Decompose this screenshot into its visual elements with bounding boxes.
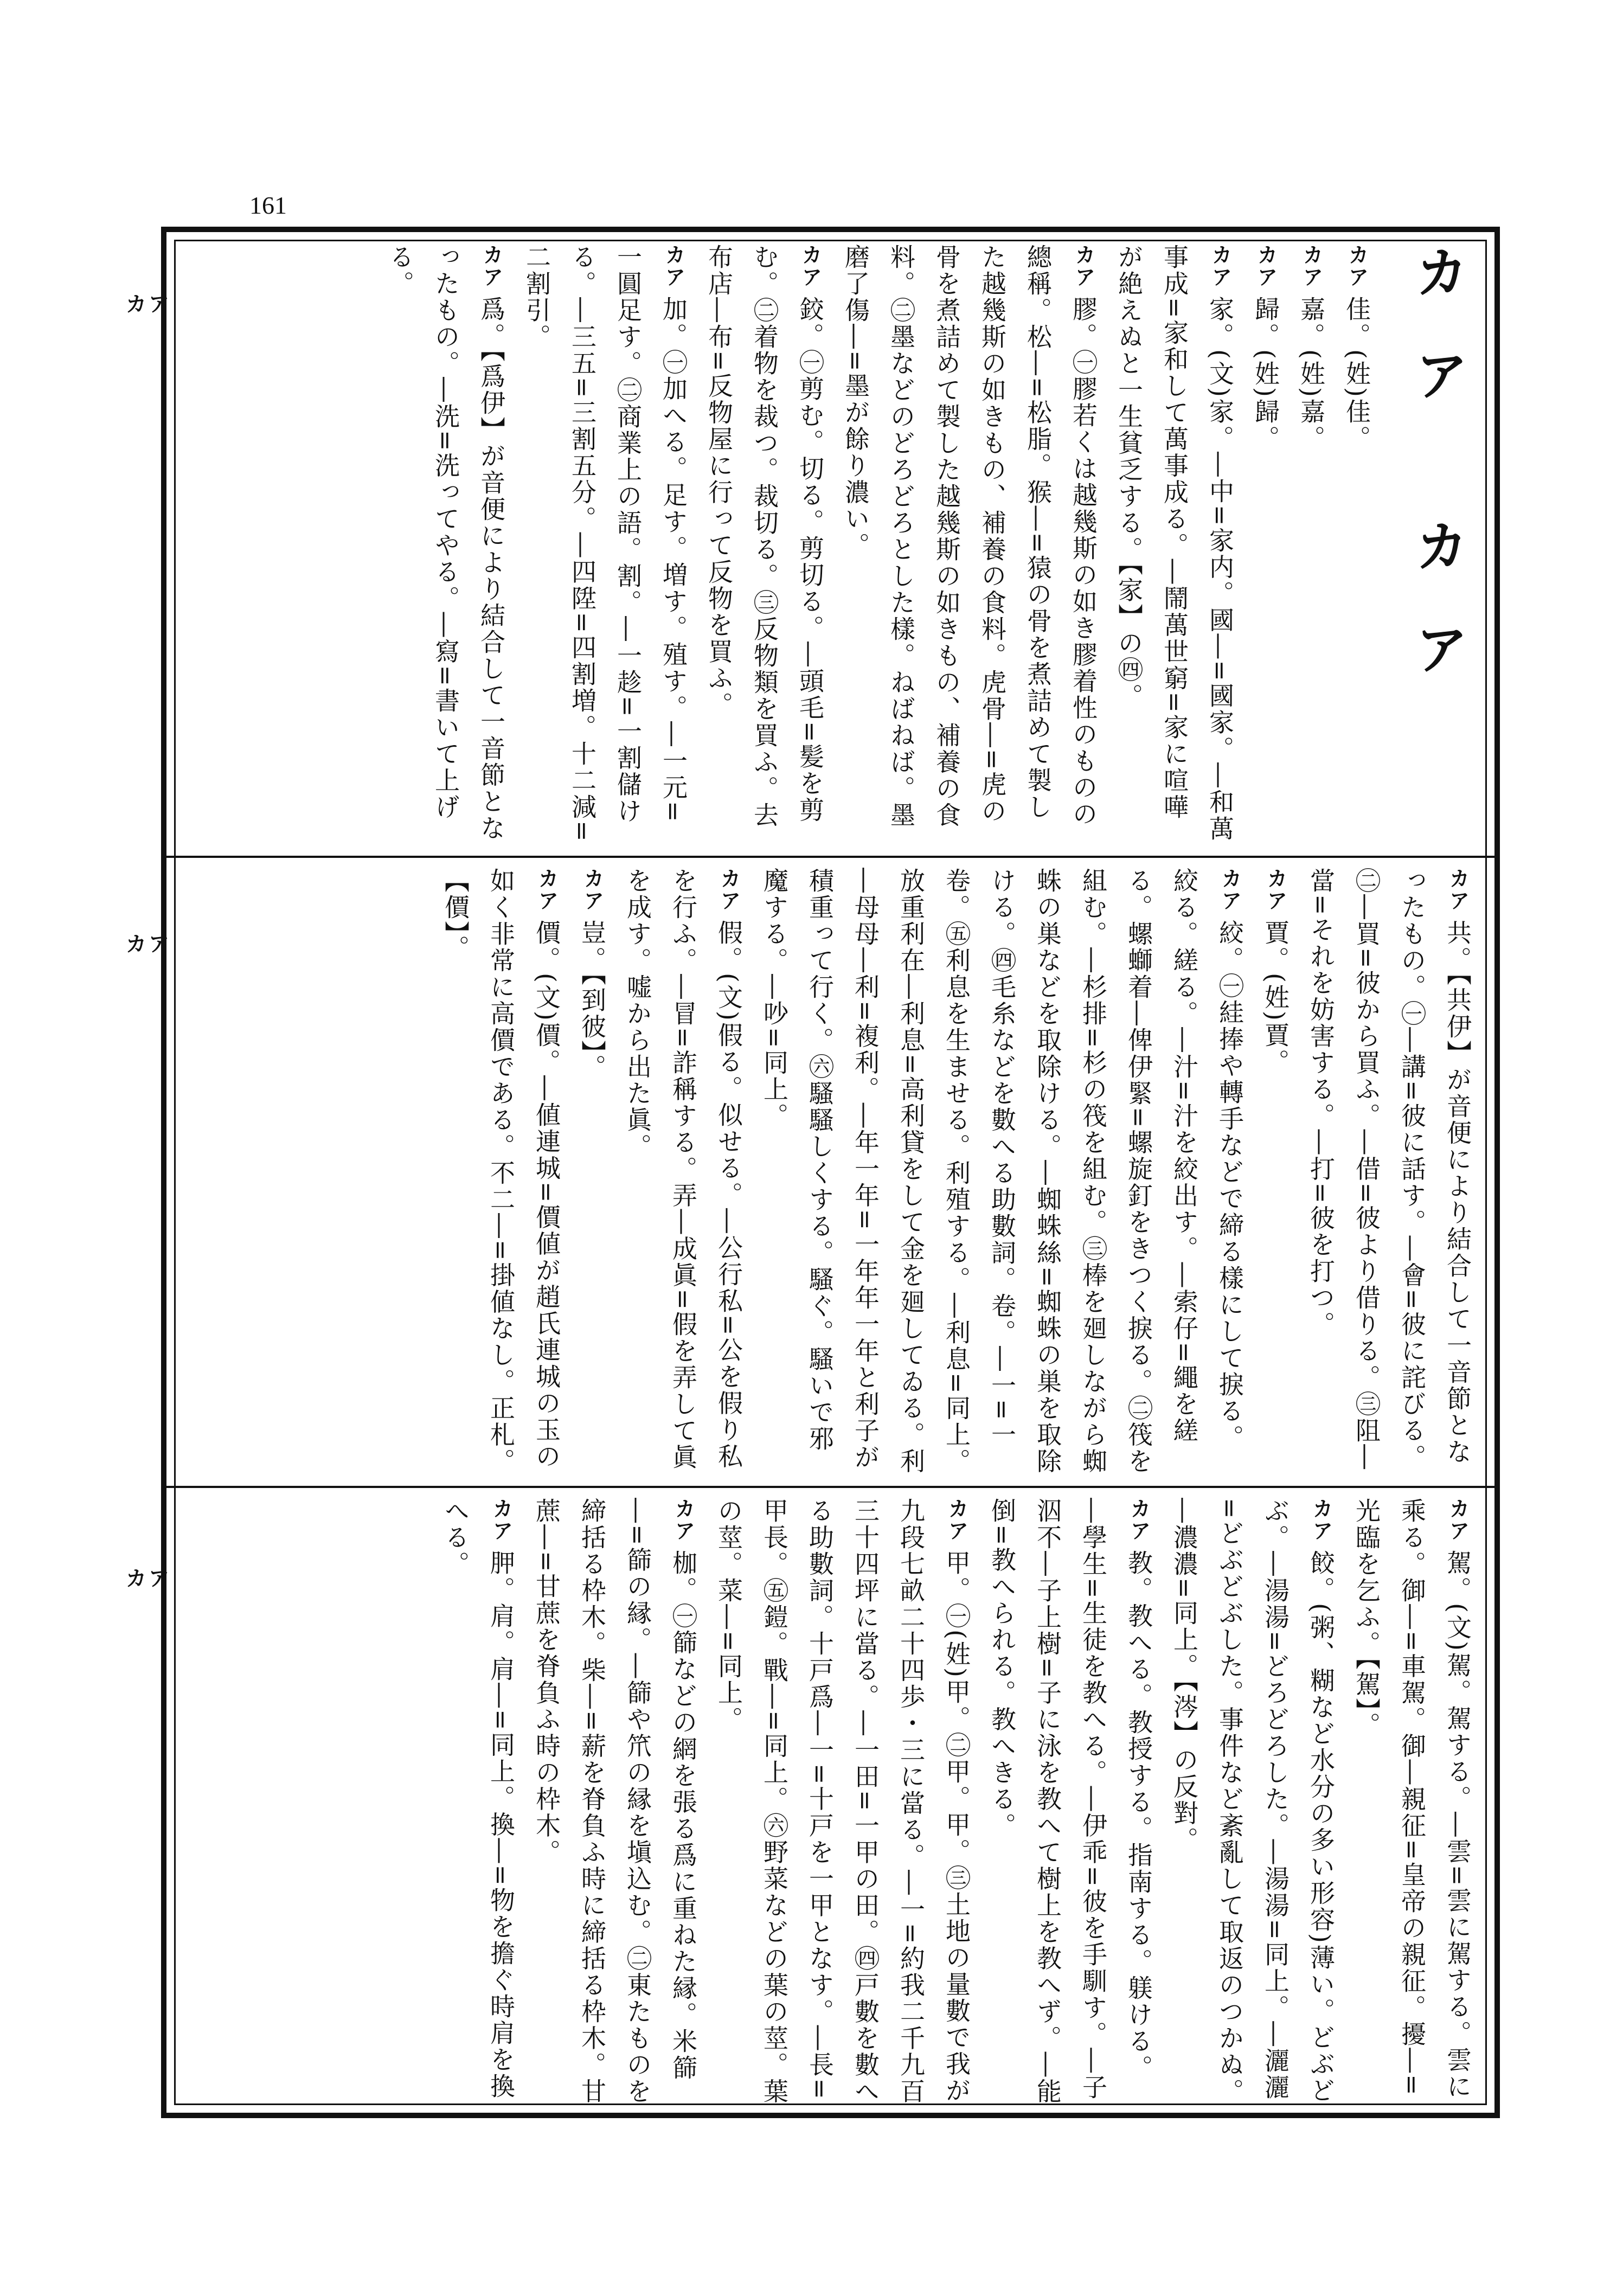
entry-head: カア (1345, 244, 1369, 288)
entry-text: 家。(文)家。―中=家内。國―=國家。―和萬事成=家和して萬事成る。―鬧萬世窮=家に喧嘩が絶えぬと一生貧乏する。【家】の㊃。 (1114, 244, 1235, 842)
dictionary-entry (1288, 244, 1334, 846)
entry-text: 駕。(文)駕。駕する。―雲=雲に駕する。雲に乘る。御―=車駕。御―親征=皇帝の親征。擾―=光臨を乞ふ。【駕】。 (1352, 1498, 1472, 2100)
dictionary-entry (706, 1498, 979, 2105)
margin-tag-middle: カア (126, 932, 172, 956)
entry-head: カア (1299, 244, 1323, 288)
entry-text: 絞。㊀絓捧や轉手などで締る樣にして捩る。絞る。縒る。―汁=汁を絞出す。―索仔=繩を縒る。螺螄着―俾伊緊=螺旋釘をきつく捩る。㊁筏を組む。―杉排=杉の筏を組む。㊂棒を廻しながら蜘蛛の巣などを取除ける。―蜘蛛絲=蜘蛛の巣を取除ける。㊃毛糸などを數へる助數詞。卷。―一=一卷。㊄利息を生ませる。利殖する。―利息=同上。放重利在―利息=高利貸をして金を廻してゐる。利―母母―利=複利。―年一年=一年年一年と利子が積重って行く。㊅騷騷しくする。騷ぐ。騷いで邪魔する。―吵=同上。 (760, 868, 1244, 1475)
entry-head: カア (945, 1498, 968, 1542)
entry-head: カア (798, 244, 822, 288)
dictionary-section-middle (179, 868, 1480, 1475)
page-number: 161 (249, 191, 287, 219)
dictionary-entry (1344, 1498, 1480, 2105)
entry-text: 賈。(姓)賈。 (1261, 920, 1290, 1075)
entry-text: 假。(文)假る。似せる。―公行私=公を假り私を行ふ。―冒=詐稱する。弄―成眞=假を弄して眞を成す。嘘から出た眞。 (623, 868, 743, 1471)
entry-head: カア (1254, 244, 1278, 288)
dictionary-entry (1106, 244, 1243, 846)
entry-head: カア (479, 244, 503, 288)
entry-head: カア (1263, 868, 1287, 912)
section-divider-lower (161, 1486, 1500, 1488)
dictionary-section-bottom (179, 1498, 1480, 2105)
dictionary-entry (833, 244, 1106, 846)
entry-text: 教。教へる。教授する。指南する。躾ける。―學生=生徒を教へる。―伊乖=彼を手馴す。―子泅不―子上樹=子に泳を教へて樹上を教へず。―能倒=教へられる。教へきる。 (987, 1498, 1153, 2105)
section-divider-upper (161, 856, 1500, 858)
entry-text: 爲。【爲伊】が音便により結合して一音節となったもの。―洗=洗ってやる。―寫=書いて上げる。 (386, 244, 506, 842)
entry-head: カア (1309, 1498, 1333, 1542)
dictionary-entry (377, 244, 514, 846)
dictionary-entry (1243, 244, 1288, 846)
dictionary-entry (433, 868, 569, 1475)
entry-text: 餃。(粥、糊など水分の多い形容)薄い。どぶどぶ。―湯湯=どろどろした。―湯湯=同上。―灑灑=どぶどぶした。事件など紊亂して取返のつかぬ。―濃濃=同上。【涔】の反對。 (1170, 1498, 1336, 2105)
dictionary-entry (1162, 1498, 1344, 2105)
entry-text: 枷。㊀篩などの網を張る爲に重ねた縁。米篩―=篩の縁。―篩や笊の縁を塡込む。㊁東たものを締括る枠木。柴―=薪を脊負ふ時に締括る枠木。甘蔗―=甘蔗を脊負ふ時の枠木。 (532, 1498, 698, 2105)
dictionary-entry (524, 1498, 706, 2105)
dictionary-entry (979, 1498, 1162, 2105)
dictionary-entry (1298, 868, 1480, 1475)
dictionary-entry (1334, 244, 1380, 846)
entry-text: 豈。【到彼】。 (578, 920, 607, 1081)
entry-text: 歸。(姓)歸。 (1251, 296, 1280, 452)
entry-text: 價。(文)價。―値連城=價値が趙氏連城の玉の如く非常に高價である。不二―=掛値なし。正札。【價】。 (441, 868, 561, 1475)
entry-text: 佳。(姓)佳。 (1342, 296, 1371, 452)
dictionary-entry (752, 868, 1253, 1475)
entry-head: カア (1127, 1498, 1151, 1542)
dictionary-entry (514, 244, 696, 846)
entry-text: 加。㊀加へる。足す。増す。殖す。―一元=一圓足す。㊁商業上の語。割。―一趁=一割儲ける。―三五=三割五分。―四陞=四割増。十二減=二割引。 (522, 244, 688, 843)
dictionary-entry (569, 868, 615, 1475)
dictionary-entry (696, 244, 833, 846)
entry-text: 共。【共伊】が音便により結合して一音節となったもの。㊀―講=彼に話す。―會=彼に詫びる。㊁―買=彼から買ふ。―借=彼より借りる。㊂阻―當=それを妨害する。―打=彼を打つ。 (1306, 868, 1472, 1471)
entry-head: カア (717, 868, 741, 912)
entry-text: 甲。㊀(姓)甲。㊁甲。甲。㊂土地の量數で我が九段七畝二十四歩・三に當る。―一=約我二千九百三十四坪に當る。―一田=一甲の田。㊃戸數を數へる助數詞。十戸爲―一=十戸を一甲となす。―長=甲長。㊄鎧。戰―=同上。㊅野菜などの葉の莖。葉の莖。菜―=同上。 (714, 1498, 971, 2105)
entry-head: カア (1218, 868, 1242, 912)
entry-head: カア (1208, 244, 1232, 288)
entry-head: カア (662, 244, 685, 288)
entry-head: カア (671, 1498, 695, 1542)
dictionary-entry (615, 868, 752, 1475)
entry-text: 膠。㊀膠若くは越幾斯の如き膠着性のものの總稱。松―=松脂。猴―=猿の骨を煮詰めて製した越幾斯の如きもの、補養の食料。虎骨―=虎の骨を煮詰めて製した越幾斯の如きもの、補養の食料。㊁墨などのどろどろとした樣。ねばねば。墨磨了傷―=墨が餘り濃い。 (841, 244, 1098, 829)
margin-tag-top: カア (126, 292, 172, 316)
entry-head: カア (1446, 868, 1470, 912)
entry-head: カア (1446, 1498, 1470, 1542)
dictionary-entry (433, 1498, 524, 2105)
margin-tag-bottom: カア (126, 1566, 172, 1590)
entry-head: カア (535, 868, 559, 912)
entry-text: 嘉。(姓)嘉。 (1297, 296, 1326, 452)
entry-text: 胛。肩。肩―=同上。換―=物を擔ぐ時肩を換へる。 (441, 1498, 516, 2100)
entry-head: カア (580, 868, 604, 912)
section-heading: カア カア (1406, 244, 1469, 724)
dictionary-section-top (179, 244, 1480, 846)
entry-head: カア (489, 1498, 513, 1542)
entry-text: 鉸。㊀剪む。切る。剪切る。―頭毛=髪を剪む。㊁着物を裁つ。裁切る。㊂反物類を買ふ。去布店―布=反物屋に行って反物を買ふ。 (704, 244, 825, 829)
dictionary-entry (1253, 868, 1298, 1475)
entry-head: カア (1072, 244, 1095, 288)
